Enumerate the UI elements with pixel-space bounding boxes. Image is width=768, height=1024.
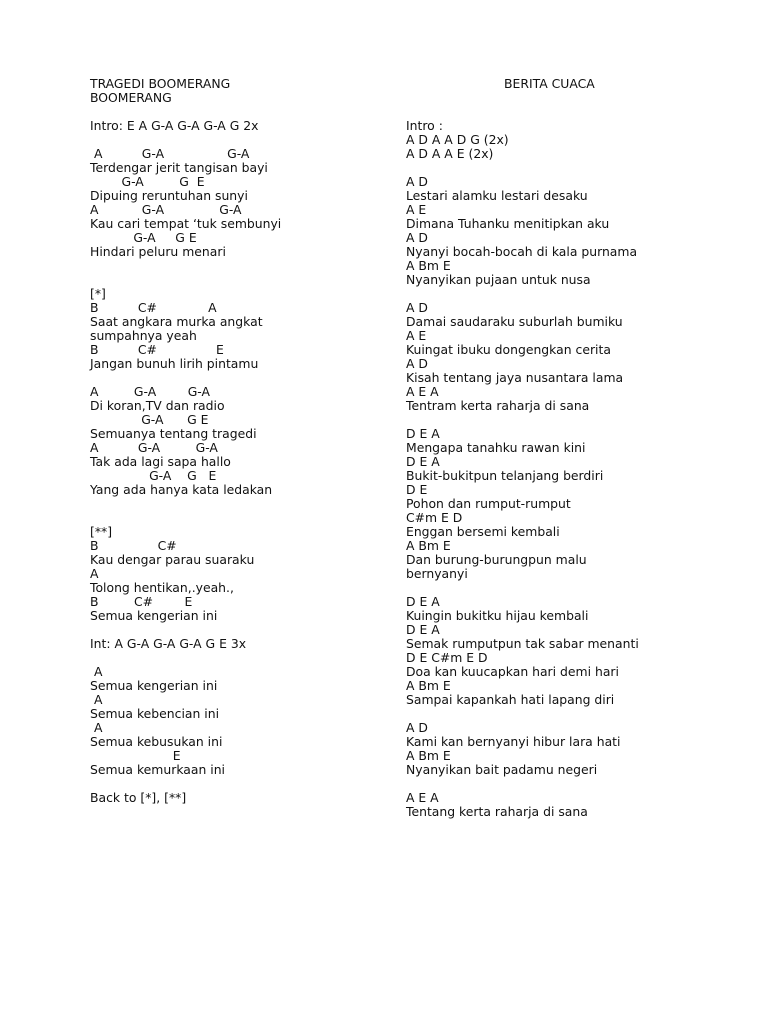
right-song-line: D E A — [406, 454, 440, 469]
left-song-line — [90, 371, 390, 385]
left-song-line: A — [90, 720, 103, 735]
right-song-line: bernyanyi — [406, 566, 468, 581]
left-song-column — [90, 77, 390, 805]
right-song-line: Damai saudaraku suburlah bumiku — [406, 314, 623, 329]
left-song-line — [90, 105, 390, 119]
right-song-line: Kisah tentang jaya nusantara lama — [406, 370, 624, 385]
right-song-line: Sampai kapankah hati lapang diri — [406, 692, 615, 707]
right-song-line — [406, 287, 706, 301]
right-song-line: A Bm E — [406, 538, 451, 553]
left-song-line: sumpahnya yeah — [90, 328, 197, 343]
right-song-line — [406, 777, 706, 791]
left-song-line: Intro: E A G-A G-A G-A G 2x — [90, 118, 259, 133]
left-song-line — [90, 497, 390, 511]
right-song-line: A D — [406, 230, 428, 245]
right-song-line: A D — [406, 300, 428, 315]
left-song-line: Yang ada hanya kata ledakan — [90, 482, 273, 497]
left-song-line: A G-A G-A — [90, 146, 250, 161]
right-song-line: D E A — [406, 622, 440, 637]
left-song-line — [90, 273, 390, 287]
left-song-line — [90, 259, 390, 273]
right-song-line: D E A — [406, 426, 440, 441]
left-song-line: Saat angkara murka angkat — [90, 314, 263, 329]
left-song-line: A G-A G-A — [90, 384, 210, 399]
left-song-line: Semua kebencian ini — [90, 706, 220, 721]
left-song-line: A — [90, 664, 103, 679]
left-song-line: Tak ada lagi sapa hallo — [90, 454, 231, 469]
right-song-line: A Bm E — [406, 748, 451, 763]
right-song-line: Pohon dan rumput-rumput — [406, 496, 571, 511]
left-song-line: TRAGEDI BOOMERANG — [90, 76, 231, 91]
right-song-line — [406, 105, 706, 119]
left-song-line: G-A G E — [90, 412, 209, 427]
right-song-line: A D A A E (2x) — [406, 146, 494, 161]
left-song-line: B C# A — [90, 300, 217, 315]
left-song-line: Jangan bunuh lirih pintamu — [90, 356, 259, 371]
left-song-line: B C# E — [90, 594, 193, 609]
left-song-line: Semua kengerian ini — [90, 678, 218, 693]
right-song-line: A E — [406, 328, 427, 343]
left-song-line: Tolong hentikan,.yeah., — [90, 580, 234, 595]
right-song-line: Nyanyikan pujaan untuk nusa — [406, 272, 591, 287]
left-song-line: B C# — [90, 538, 177, 553]
left-song-line: Semuanya tentang tragedi — [90, 426, 257, 441]
right-song-line — [406, 77, 706, 91]
right-song-line: Tentram kerta raharja di sana — [406, 398, 590, 413]
right-song-line: Kami kan bernyanyi hibur lara hati — [406, 734, 621, 749]
right-song-line: A D — [406, 356, 428, 371]
right-song-line: A E A — [406, 790, 439, 805]
left-song-line: [*] — [90, 286, 106, 301]
right-song-line: Kuingat ibuku dongengkan cerita — [406, 342, 611, 357]
left-song-line: Semua kengerian ini — [90, 608, 218, 623]
right-song-line: Semak rumputpun tak sabar menanti — [406, 636, 639, 651]
right-song-line — [406, 91, 706, 105]
right-song-line: A D — [406, 174, 428, 189]
left-song-line: A — [90, 692, 103, 707]
right-song-line: D E — [406, 482, 428, 497]
left-song-line: E — [90, 748, 181, 763]
right-song-line: A D A A D G (2x) — [406, 132, 509, 147]
right-song-column — [406, 77, 706, 819]
right-song-line: D E A — [406, 594, 440, 609]
left-song-line: Semua kebusukan ini — [90, 734, 223, 749]
right-song-line: A Bm E — [406, 258, 451, 273]
right-song-line: A D — [406, 720, 428, 735]
left-song-line: [**] — [90, 524, 113, 539]
right-song-line: Dan burung-burungpun malu — [406, 552, 587, 567]
left-song-line — [90, 623, 390, 637]
right-song-line — [406, 413, 706, 427]
left-song-line — [90, 651, 390, 665]
left-song-line: Semua kemurkaan ini — [90, 762, 225, 777]
left-song-line: G-A G E — [90, 468, 217, 483]
left-song-line: A G-A G-A — [90, 440, 218, 455]
right-song-line: Mengapa tanahku rawan kini — [406, 440, 586, 455]
right-song-line: A E — [406, 202, 427, 217]
right-song-line: Lestari alamku lestari desaku — [406, 188, 588, 203]
left-song-line: Int: A G-A G-A G-A G E 3x — [90, 636, 247, 651]
left-song-line: Terdengar jerit tangisan bayi — [90, 160, 268, 175]
right-song-line: A E A — [406, 384, 439, 399]
left-song-line: A G-A G-A — [90, 202, 242, 217]
right-song-line: Doa kan kuucapkan hari demi hari — [406, 664, 619, 679]
right-song-line: Intro : — [406, 118, 443, 133]
left-song-line — [90, 511, 390, 525]
right-song-line: Enggan bersemi kembali — [406, 524, 560, 539]
left-song-line — [90, 133, 390, 147]
right-song-line: A Bm E — [406, 678, 451, 693]
right-song-line: Dimana Tuhanku menitipkan aku — [406, 216, 610, 231]
left-song-line: Di koran,TV dan radio — [90, 398, 225, 413]
left-song-line: B C# E — [90, 342, 224, 357]
right-song-line: Nyanyikan bait padamu negeri — [406, 762, 598, 777]
right-song-line: Kuingin bukitku hijau kembali — [406, 608, 589, 623]
left-song-line — [90, 777, 390, 791]
right-song-line: D E C#m E D — [406, 650, 488, 665]
right-song-line: Bukit-bukitpun telanjang berdiri — [406, 468, 604, 483]
right-song-title: BERITA CUACA — [504, 76, 595, 91]
right-song-line — [406, 581, 706, 595]
left-song-line: G-A G E — [90, 230, 197, 245]
right-song-line: C#m E D — [406, 510, 463, 525]
left-song-line: Dipuing reruntuhan sunyi — [90, 188, 248, 203]
left-song-line: Kau dengar parau suaraku — [90, 552, 255, 567]
left-song-line: A — [90, 566, 99, 581]
left-song-line: Kau cari tempat ‘tuk sembunyi — [90, 216, 282, 231]
right-song-line: Tentang kerta raharja di sana — [406, 804, 588, 819]
left-song-line: Back to [*], [**] — [90, 790, 187, 805]
left-song-line: Hindari peluru menari — [90, 244, 226, 259]
left-song-line: G-A G E — [90, 174, 205, 189]
right-song-line — [406, 161, 706, 175]
right-song-line: Nyanyi bocah-bocah di kala purnama — [406, 244, 638, 259]
left-song-line: BOOMERANG — [90, 90, 172, 105]
right-song-line — [406, 707, 706, 721]
